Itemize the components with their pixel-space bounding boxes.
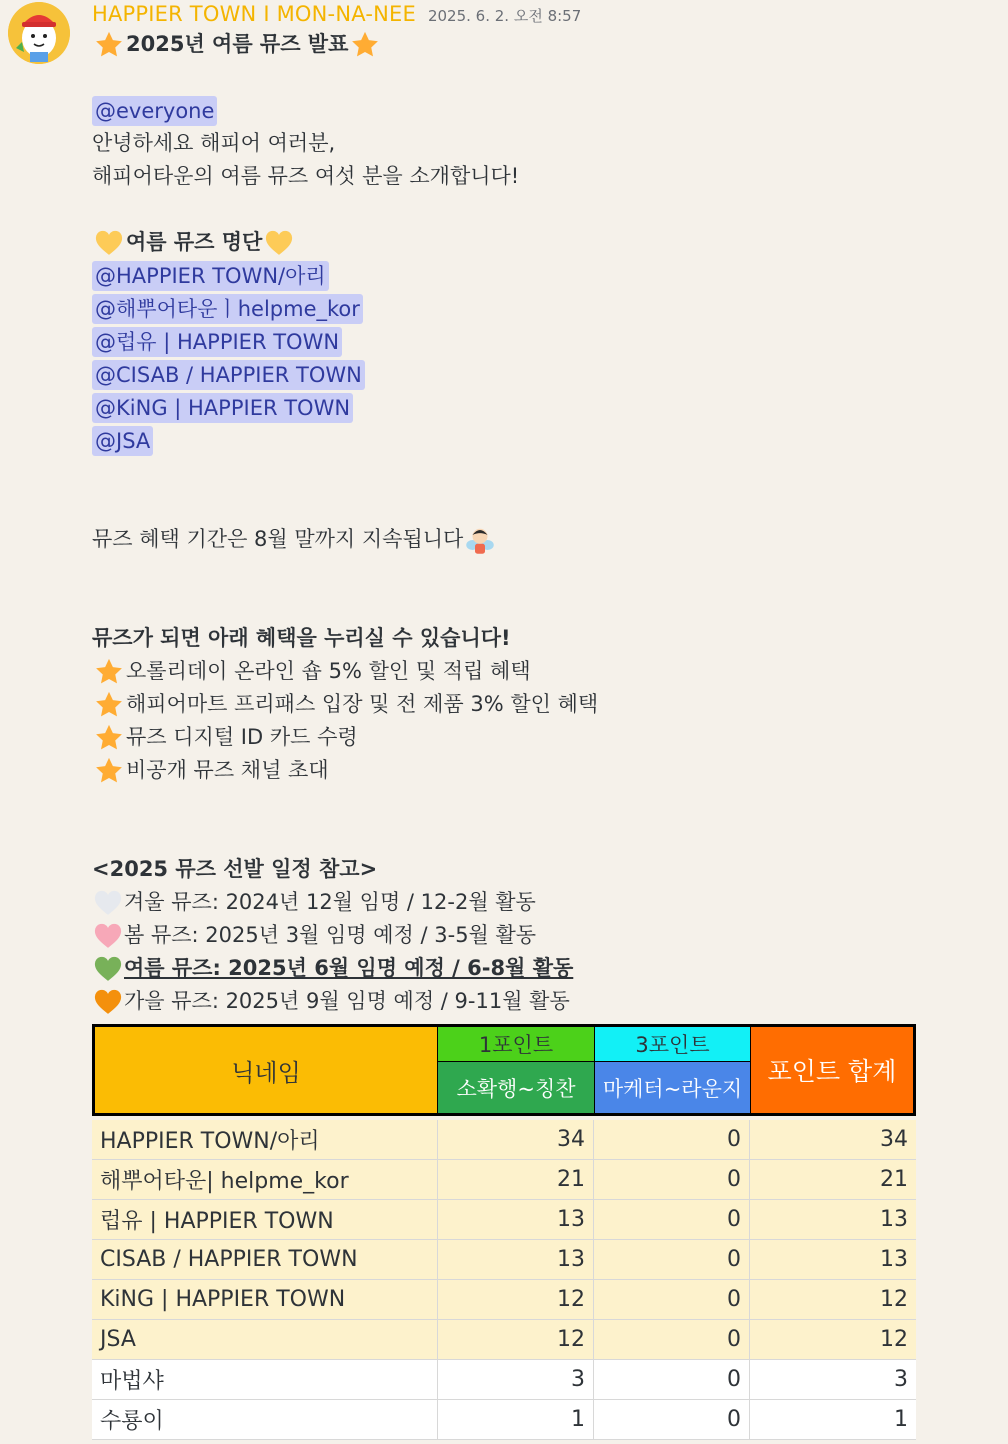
star-icon	[92, 30, 126, 60]
yellow-heart-icon	[262, 228, 296, 258]
cell-nickname: JSA	[92, 1320, 438, 1359]
cell-nickname: HAPPIER TOWN/아리	[92, 1120, 438, 1159]
cell-3-point: 0	[594, 1320, 750, 1359]
cell-1-point: 1	[438, 1400, 594, 1439]
header-3-point: 3포인트	[594, 1024, 750, 1062]
white-heart-icon	[92, 888, 124, 918]
table-row	[92, 1120, 916, 1160]
cell-total: 21	[880, 1167, 908, 1192]
cell-nickname: 럽유 | HAPPIER TOWN	[92, 1200, 438, 1239]
header-point-total: 포인트 합계	[750, 1024, 916, 1116]
cell-1-point: 12	[438, 1280, 594, 1319]
schedule-text: 가을 뮤즈: 2025년 9월 임명 예정 / 9-11월 활동	[124, 989, 570, 1013]
cell-total: 3	[894, 1367, 908, 1392]
header-3-point-sub: 마케터~라운지	[594, 1062, 750, 1116]
schedule-text: 겨울 뮤즈: 2024년 12월 임명 / 12-2월 활동	[124, 890, 536, 914]
cell-nickname: 마법샤	[92, 1360, 438, 1399]
greeting-line: 안녕하세요 해피어 여러분,	[92, 131, 336, 155]
cell-total: 13	[880, 1247, 908, 1272]
benefit-item	[92, 754, 992, 787]
green-heart-icon	[92, 954, 124, 984]
table-row	[92, 1320, 916, 1360]
star-icon	[92, 756, 126, 786]
header-1-point-sub: 소확행~칭찬	[438, 1062, 594, 1116]
announcement-title: 2025년 여름 뮤즈 발표	[126, 32, 349, 56]
cell-nickname: CISAB / HAPPIER TOWN	[92, 1240, 438, 1279]
cell-3-point: 0	[594, 1400, 750, 1439]
user-mention[interactable]: @해뿌어타운ㅣhelpme_kor	[92, 294, 363, 324]
cell-total: 12	[880, 1327, 908, 1352]
user-mention[interactable]: @JSA	[92, 426, 153, 456]
cell-3-point: 0	[594, 1240, 750, 1279]
benefits-heading: 뮤즈가 되면 아래 혜택을 누리실 수 있습니다!	[92, 626, 511, 650]
cell-nickname: KiNG | HAPPIER TOWN	[92, 1280, 438, 1319]
cell-1-point: 21	[438, 1160, 594, 1199]
cell-1-point: 13	[438, 1240, 594, 1279]
header-1-point: 1포인트	[438, 1024, 594, 1062]
schedule-item	[92, 952, 992, 985]
cell-3-point: 0	[594, 1160, 750, 1199]
star-icon	[92, 723, 126, 753]
benefit-item	[92, 655, 992, 688]
schedule-item	[92, 919, 992, 952]
cell-nickname: 수룡이	[92, 1400, 438, 1439]
cell-1-point: 3	[438, 1360, 594, 1399]
schedule-text-current: 여름 뮤즈: 2025년 6월 임명 예정 / 6-8월 활동	[124, 956, 574, 980]
cell-3-point: 0	[594, 1120, 750, 1159]
period-note: 뮤즈 혜택 기간은 8월 말까지 지속됩니다	[92, 527, 464, 551]
schedule-item	[92, 886, 992, 919]
user-mention[interactable]: @럽유 | HAPPIER TOWN	[92, 327, 342, 357]
user-mention[interactable]: @HAPPIER TOWN/아리	[92, 261, 329, 291]
muse-list-heading-line	[92, 226, 992, 259]
table-body	[92, 1120, 916, 1440]
table-row	[92, 1160, 916, 1200]
yellow-heart-icon	[92, 228, 126, 258]
cell-1-point: 13	[438, 1200, 594, 1239]
schedule-heading: <2025 뮤즈 선발 일정 참고>	[92, 857, 378, 881]
message-timestamp: 2025. 6. 2. 오전 8:57	[427, 7, 582, 25]
muse-list-heading: 여름 뮤즈 명단	[126, 230, 263, 254]
cell-1-point: 12	[438, 1320, 594, 1359]
benefit-item	[92, 688, 992, 721]
points-table-image[interactable]	[92, 1024, 916, 1444]
star-icon	[92, 657, 126, 687]
cell-total: 34	[880, 1127, 908, 1152]
benefit-text: 비공개 뮤즈 채널 초대	[126, 758, 329, 782]
pink-heart-icon	[92, 921, 124, 951]
fairy-emoji-icon	[463, 525, 497, 555]
cell-3-point: 0	[594, 1200, 750, 1239]
table-row	[92, 1400, 916, 1440]
table-row	[92, 1280, 916, 1320]
benefit-item	[92, 721, 992, 754]
mention-everyone[interactable]: @everyone	[92, 96, 217, 126]
table-row	[92, 1200, 916, 1240]
cell-total: 1	[894, 1407, 908, 1432]
benefit-text: 오롤리데이 온라인 숍 5% 할인 및 적립 혜택	[126, 659, 531, 683]
schedule-text: 봄 뮤즈: 2025년 3월 임명 예정 / 3-5월 활동	[124, 923, 537, 947]
author-name[interactable]: HAPPIER TOWN I MON-NA-NEE	[92, 2, 416, 26]
cell-total: 13	[880, 1207, 908, 1232]
message-header	[92, 2, 581, 28]
header-nickname: 닉네임	[92, 1024, 438, 1116]
user-mention[interactable]: @KiNG | HAPPIER TOWN	[92, 393, 353, 423]
star-icon	[92, 690, 126, 720]
announcement-title-line	[92, 28, 992, 61]
benefit-text: 해피어마트 프리패스 입장 및 전 제품 3% 할인 혜택	[126, 692, 599, 716]
table-row	[92, 1240, 916, 1280]
greeting-line: 해피어타운의 여름 뮤즈 여섯 분을 소개합니다!	[92, 164, 520, 188]
cell-3-point: 0	[594, 1360, 750, 1399]
period-note-line	[92, 523, 992, 556]
message-content	[92, 28, 992, 1018]
schedule-item	[92, 985, 992, 1018]
cell-1-point: 34	[438, 1120, 594, 1159]
table-header	[92, 1024, 916, 1116]
cell-total: 12	[880, 1287, 908, 1312]
user-mention[interactable]: @CISAB / HAPPIER TOWN	[92, 360, 365, 390]
orange-heart-icon	[92, 987, 124, 1017]
cell-nickname: 해뿌어타운| helpme_kor	[92, 1160, 438, 1199]
star-icon	[348, 30, 382, 60]
cell-3-point: 0	[594, 1280, 750, 1319]
author-avatar[interactable]	[8, 2, 70, 64]
benefit-text: 뮤즈 디지털 ID 카드 수령	[126, 725, 358, 749]
table-row	[92, 1360, 916, 1400]
